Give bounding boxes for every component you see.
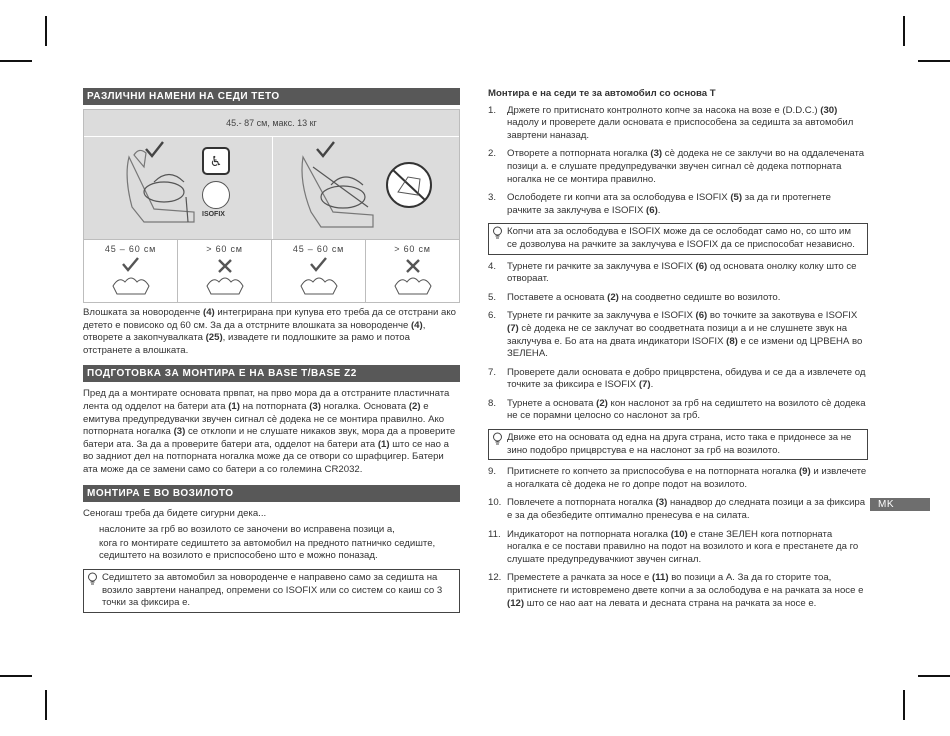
isofix-logo-icon [202,181,230,209]
section-title-preparation: ПОДГОТОВКА ЗА МОНТИРА Е НА BASE T/BASE Z2 [83,365,460,382]
size-label: 45 – 60 см [104,244,157,254]
part-reference: (11) [652,572,669,584]
size-cell [365,240,459,302]
crop-mark [918,675,950,677]
part-reference: (1) [377,438,390,450]
note-text: Копчи ата за ослободува е ISOFIX може да се ослободат само но, со што им се дозволува на рачките за заклучува е ISOFIX да се приспособат независно. [507,226,855,250]
crop-mark [45,16,47,46]
figure-illustrations [84,136,459,239]
part-reference: (6) [695,310,708,322]
part-reference: (4) [203,307,215,318]
part-reference: (4) [410,319,423,331]
step-number: 3. [488,192,497,204]
note-box [488,429,868,460]
figure-size-label: 45.- 87 см, макс. 13 кг [84,110,459,136]
step-number: 5. [488,291,497,303]
right-column [488,88,868,616]
part-reference: (3) [650,148,663,160]
size-label: 45 – 60 см [292,244,345,254]
crop-mark [0,60,32,62]
illustration-isofix-ok [84,137,272,239]
isofix-label: ISOFIX [202,211,225,218]
part-reference: (8) [726,335,738,347]
section-title-installation: МОНТИРА Е ВО ВОЗИЛОТО [83,485,460,502]
steps-list [488,105,868,611]
crop-mark [903,16,905,46]
section-title-uses: РАЗЛИЧНИ НАМЕНИ НА СЕДИ ТЕТО [83,88,460,105]
figure-size-row [84,239,459,302]
lightbulb-icon [87,572,98,585]
part-reference: (3) [173,426,186,438]
step-number: 2. [488,148,497,160]
illustration-belt-ok [272,137,461,239]
isofix-badge-icon: ♿ [202,147,230,175]
part-reference: (7) [507,322,519,334]
cross-icon [383,256,443,300]
part-reference: (2) [607,291,619,303]
part-reference: (2) [596,397,608,409]
note-text: Седиштето за автомобил за новороденче е направено само за седишта на возило завртени нанапред, опремени со ISOFIX или со систем со каиш со 3 точки за фиксира е. [102,571,443,609]
part-reference: (6) [695,260,708,272]
step-number: 4. [488,260,497,272]
size-cell [84,240,177,302]
part-reference: (10) [670,528,688,540]
step-item: 7. Проверете дали основата е добро прицврстена, обидува и се да а извлечете од точките за фиксира е ISOFIX (7). [488,366,866,391]
step-item: 9. Притиснете го копчето за приспособува е на потпорната ногалка (9) и извлечете а ногалката сѐ додека не го допре подот на возилото. [488,466,867,490]
step-item: 3. Ослободете ги копчи ата за ослободува е ISOFIX (5) за да ги протегнете рачките за заклучува е ISOFIX (6). [488,192,831,216]
step-item: 11. Индикаторот на потпорната ногалка (10) е стане ЗЕЛЕН кога потпорната ногалка е се постави правилно на подот на возилото и кога е престанете да го слушате предупредувачкиот звучен сигнал. [488,528,859,565]
language-tab: MK [870,498,930,511]
usage-figure [83,109,460,303]
crop-mark [0,675,32,677]
step-number: 8. [488,397,497,409]
section1-paragraph: Влошката за новороденче (4) интегрирана при купува ето треба да се отстрани ако детето е повисоко од 60 см. За да а отстрните влошката за новороденче (4), отворете а закопчувалката (25), извадете ги подлошките за рамо и потоа отстранете а влошката. [83,307,457,356]
check-icon [101,256,161,300]
part-reference: (3) [655,497,668,509]
part-reference: (5) [730,192,743,204]
step-number: 11. [488,528,501,540]
size-label: > 60 см [394,244,431,254]
step-number: 1. [488,104,497,116]
step-item: 2. Отворете а потпорната ногалка (3) сѐ додека не се заклучи во на оддалечената позици а. е слушате предупредувачки звучен сигнал сѐ додека потпорната ногалка не се монтира правилно. [488,148,865,185]
step-number: 10. [488,497,502,509]
list-item: наслоните за грб во возилото се заночени во исправена позици а, [99,524,395,536]
step-number: 9. [488,466,497,478]
cross-icon [195,256,255,300]
step-item: 4. Турнете ги рачките за заклучува е ISOFIX (6) од основата онолку колку што се отвораат. [488,260,857,285]
crop-mark [903,690,905,720]
note-box [488,223,868,254]
size-label: > 60 см [206,244,243,254]
part-reference: (25) [205,332,223,344]
step-item: 5. Поставете а основата (2) на соодветно седиште во возилото. [488,291,781,303]
crop-mark [45,690,47,720]
part-reference: (9) [798,466,811,478]
step-item: 6. Турнете ги рачките за заклучува е ISOFIX (6) во точките за закотвува е ISOFIX (7) сѐ додека не се заклучат во соодветната позици а и не слушнете звук на заклучува е. Бо ата на двата индикатори ISOFIX (8) е се измени од ЦРВЕНА во ЗЕЛЕНА. [488,310,863,360]
part-reference: (7) [638,379,651,391]
lightbulb-icon [492,226,503,239]
step-item: 10. Повлечете а потпорната ногалка (3) нанадвор до следната позици а за фиксира е за да обезбедите оптимално пренесува е на силата. [488,497,866,522]
lightbulb-icon [492,432,503,445]
crop-mark [918,60,950,62]
step-number: 6. [488,310,497,322]
installation-title: Монтира е на седи те за автомобил со основа T [488,88,716,99]
part-reference: (6) [646,204,658,216]
note-text: Движе ето на основата од една на друга страна, исто така е придонесе за не зино подобро прицврстува е на наслонот за грб на возилото. [507,432,852,456]
section2-paragraph: Пред да а монтирате основата првпат, на прво мора да а отстраните пластичната лента од одделот на батери ата (1) на потпорната (3) ногалка. Основата (2) е емитува предупредувачки звучен сигнал сѐ додека не се монтира правилно. Ако потпорната ногалка (3) се отклопи и не слушате никаков звук, мора да а проверите батери ата. За да а проверите батери ата, одделот на батери ата (1) што се нао а во задниот дел на потпорната ногалка може да се отвори со шрафцигер. Батери ата може да се замени само со батери а со големина CR2032. [83,388,456,475]
left-column [83,88,460,613]
list-item: кога го монтирате седиштето за автомобил на предното патничко седиште, седиштето на возилото е приспособено што е можно поназад. [99,537,436,562]
car-seat-illustration [84,137,272,239]
part-reference: (12) [507,597,525,609]
note-box [83,569,460,613]
part-reference: (1) [228,400,240,412]
checklist [83,524,460,563]
size-cell [271,240,365,302]
step-number: 12. [488,572,502,584]
size-cell [177,240,271,302]
step-number: 7. [488,366,497,378]
step-item: 8. Турнете а основата (2) кон наслонот за грб на седиштето на возилото сѐ додека не се порамни целосно со наслонот за грб. [488,397,866,422]
section3-intro: Сеногаш треба да бидете сигурни дека... [83,507,267,519]
check-icon [289,256,349,300]
part-reference: (2) [408,400,421,412]
step-item: 12. Преместете а рачката за носе е (11) во позици а A. За да го сторите тоа, притиснете ги истовремено двете копчи а за ослободува е на рачката за носе е (12) што се нао аат на левата и десната страна на рачката за носе е. [488,572,864,609]
part-reference: (30) [820,104,838,116]
car-seat-illustration [273,137,461,239]
part-reference: (3) [309,400,321,412]
step-item: 1. Држете го притиснато контролното копче за насока на возе е (D.D.C.) (30) надолу и проверете дали основата е приспособена за седишта за автомобил завртени наназад. [488,104,854,141]
